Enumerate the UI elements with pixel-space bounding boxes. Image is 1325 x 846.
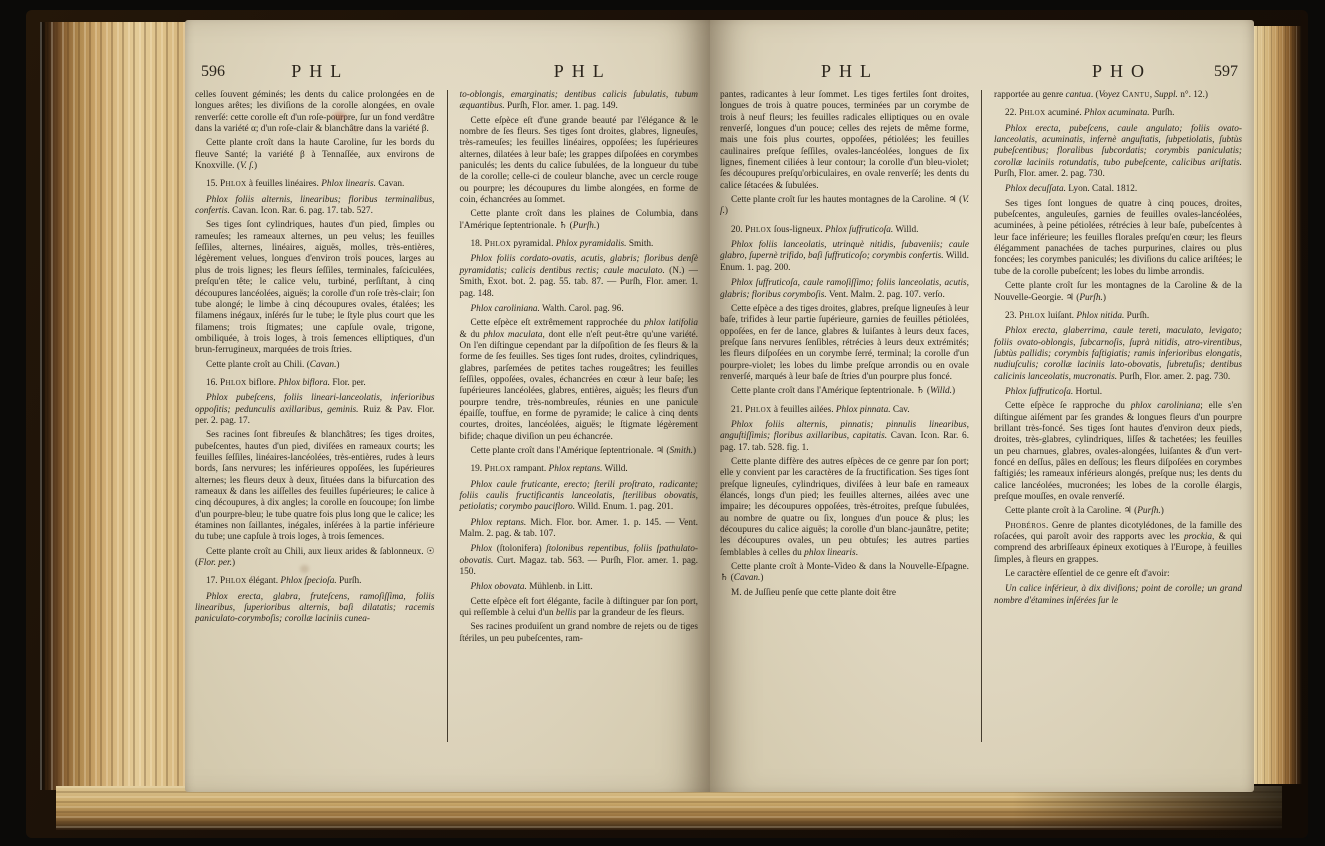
species-heading: 23. Phlox luiſant. Phlox nitida. Purſh. — [1005, 310, 1150, 321]
paragraph: Phlox decuſſata. Lyon. Catal. 1812. — [1005, 184, 1138, 195]
paragraph: Phlox foliis alternis, pinnatis; pinnulis linearibus, anguſtiſſimis; floribus axillaribus, capitatis. Cavan. Icon. Rar. 6. pag. 17. tab. 528. fig. 1. — [720, 419, 969, 453]
paragraph: Un calice inférieur, à dix diviſions; point de corolle; un grand nombre d'étamines inſérées ſur le — [994, 584, 1242, 606]
species-heading: 15. Phlox à feuilles linéaires. Phlox linearis. Cavan. — [206, 179, 405, 190]
running-head: PHL — [291, 61, 350, 81]
paragraph: Cette plante croît à Monte-Video & dans la Nouvelle-Eſpagne. ♄ (Cavan.) — [720, 562, 969, 584]
text-column — [195, 90, 447, 742]
left-page-header — [185, 20, 710, 90]
paragraph: Cette plante croît au Chili. (Cavan.) — [206, 359, 340, 370]
text-column — [447, 90, 699, 742]
paragraph: Cette plante diffère des autres eſpèces de ce genre par ſon port; elle y convient par les caractères de ſa fructification. Ses tiges ſont preſque ligneuſes, cylindriques, diviſées à leur baſe en rameaux élancés, longs d'un pied; les feuilles alternes, ailées avec une impaire; les découpures oppoſées, très-étroites, preſque ſubulées, au nombre de quatre ou ſix, longues d'un pouce & plus; les découpures du calice aiguës; la corolle d'un blanc-jaunâtre, petite; les découpures ovales, un peu obtuſes; les autres parties ſemblables à celles du phlox linearis. — [720, 456, 969, 558]
paragraph: Phlox ſuffruticoſa, caule ramoſiſſimo; foliis lanceolatis, acutis, glabris; floribus corymboſis. Vent. Malm. 2. pag. 107. verſo. — [720, 278, 969, 300]
page-edges-bottom — [56, 786, 1282, 830]
page-number-left: 596 — [201, 63, 225, 80]
page-edges-left — [40, 22, 186, 790]
paragraph: celles ſouvent géminés; les dents du calice prolongées en de longues arêtes; les diviſions de la corolle alongées, en ovale renverſé: cette corolle eſt d'un roſe-pourpre, ſur un fond verdâtre dans la variété α; d'un roſe-clair & blanchâtre dans la variété β. — [195, 90, 435, 135]
paragraph: Cette plante croît dans l'Amérique ſeptentrionale. ♃ (Smith.) — [470, 445, 697, 456]
paragraph: Cette plante croît ſur les montagnes de la Caroline & de la Nouvelle-Georgie. ♃ (Purſh.) — [994, 281, 1242, 303]
paragraph: Phlox foliis alternis, linearibus; floribus terminalibus, confertis. Cavan. Icon. Rar. 6. pag. 17. tab. 527. — [195, 194, 435, 217]
running-head: PHL — [820, 61, 879, 81]
paragraph: Cette eſpèce a des tiges droites, glabres, preſque ligneuſes à leur baſe, trifides à leur partie ſupérieure, garnies de feuilles pétiolées, oppoſées, en fer de lance, glabres & luiſantes à leurs deux faces, preſque ſans nervures ſenſibles, rétrécies à leurs deux extrémités; les fleurs diſpoſées en un corymbe ſerré, terminal; la corolle d'un pourpre-violet; les lobes du limbe preſque arrondis ou en ovale renverſé, marqués à leur baſe de ſtries d'un pourpre plus foncé. — [720, 303, 969, 382]
species-heading: 22. Phlox acuminé. Phlox acuminata. Purſh. — [1005, 108, 1175, 119]
paragraph: pantes, radicantes à leur ſommet. Les tiges fertiles ſont droites, longues de trois à quatre pouces, terminées par un corymbe de trois à neuf fleurs; les feuilles radicales elliptiques ou en ovale renverſé, longues d'un pouce; celles des rejets de même forme, mais une fois plus courtes, oppoſées, pétiolées; les feuilles caulinaires preſque ſeſſiles, ovales-lancéolées, longues de ſix lignes, finement ciliées à leur contour; la corolle d'un bleu-violet; ſes découpures preſqu'orbiculaires, en ovale renverſé; les dents du calice ſétacées & ſubulées. — [720, 90, 969, 191]
text-column — [720, 90, 981, 742]
text-column — [981, 90, 1242, 742]
paragraph: Phlox ſuffruticoſa. Hortul. — [1005, 386, 1103, 397]
species-heading: 18. Phlox pyramidal. Phlox pyramidalis. Smith. — [470, 239, 654, 250]
paragraph: Ses tiges ſont cylindriques, hautes d'un pied, ſimples ou rameuſes; les rameaux alternes, un peu velus; les feuilles ſeſſiles, alternes, linéaires, aiguës, molles, très-entières, légèrement velues, longues d'environ trois pouces, larges au plus de trois lignes; les fleurs ſeſſiles, terminales, faſciculées, preſqu'en tête; le calice velu, turbiné, perſiſtant, à cinq découpures lancéolées, aiguës; la corolle d'un roſe très-clair; ſon tube alongé; le limbe à cinq découpures ovales, étalées; les filamens inégaux, inſérés ſur le tube; le ſtyle plus court que les filamens; trois ſtigmates; une capſule ovale, trigone, ombiliquée, à trois loges, à trois ſemences elliptiques, d'un brun-ferrugineux, marquées de trois ſtries. — [195, 220, 435, 356]
left-page — [185, 20, 710, 792]
page-number-right: 597 — [1214, 63, 1238, 80]
paragraph: Phlox reptans. Mich. Flor. bor. Amer. 1. p. 145. — Vent. Malm. 2. pag. & tab. 107. — [459, 517, 698, 540]
right-page-body — [710, 90, 1254, 742]
left-page-body — [185, 90, 710, 742]
paragraph: Phlox (ſtolonifera) ſtolonibus repentibus, foliis ſpathulato-obovatis. Curt. Magaz. tab. 563. — Purſh, Flor. amer. 1. pag. 150. — [459, 544, 698, 578]
species-heading: 19. Phlox rampant. Phlox reptans. Willd. — [470, 464, 628, 475]
paragraph: Cette eſpèce eſt fort élégante, facile à diſtinguer par ſon port, qui reſſemble à celui d'un bellis par la grandeur de ſes fleurs. — [459, 596, 698, 619]
paragraph: Cette eſpèce eſt d'une grande beauté par l'élégance & le nombre de ſes fleurs. Ses tiges ſont droites, glabres, ligneuſes, très-rameuſes; les feuilles linéaires, oppoſées; les ſupérieures alternes, dilatées à leur baſe; les grappes diſpoſées en corymbes paniculés; les dents du calice ſubulées, de la longueur du tube de la corolle; celle-ci de couleur blanche, avec un cercle rouge ou pourpre; les découpures du limbe alongées, en forme de coin, échancrées au ſommet. — [459, 115, 698, 206]
paragraph: Cette plante croît ſur les hautes montagnes de la Caroline. ♃ (V. ſ.) — [720, 195, 969, 217]
paragraph: Cette plante croît dans les plaines de Columbia, dans l'Amérique ſeptentrionale. ♄ (Purſh.) — [459, 209, 698, 231]
paragraph: Cette eſpèce ſe rapproche du phlox caroliniana; elle s'en diſtingue aiſément par ſes grandes & longues fleurs d'un pourpre brillant très-foncé. Ses tiges ſont hautes d'environ deux pieds, droites, très-glabres, cylindriques, liſſes & tachetées; les feuilles un peu charnues, glabres, ovales-alongées, luiſantes & d'un vert-foncé en deſſus, pâles en deſſous; les fleurs diſpoſées en corymbes faſtigiés; les rameaux inférieurs alongés, preſque nus; les dents du calice lancéolées, mucronées; les lobes de la corolle élargis, preſque mouſſes, en ovale renverſé. — [994, 401, 1242, 502]
paragraph: Cette plante croît à la Caroline. ♃ (Purſh.) — [1005, 506, 1164, 517]
paragraph: Cette plante croît dans l'Amérique ſeptentrionale. ♄ (Willd.) — [731, 386, 956, 397]
running-head: PHL — [553, 61, 612, 81]
paragraph: Ses racines produiſent un grand nombre de rejets ou de tiges ſtériles, un peu pubeſcentes, ram- — [459, 622, 698, 644]
species-heading: 16. Phlox biflore. Phlox biflora. Flor. per. — [206, 377, 366, 388]
paragraph: Phlox erecta, glaberrima, caule tereti, maculato, levigato; foliis ovato-oblongis, ſubcarnoſis, ſuprà nitidis, atro-virentibus, ſubtùs pallidis; corymbis faſtigiatis; ramis inferioribus elongatis, nudiuſculis; corollæ laciniis lato-obovatis, ſubretuſis; dentibus calicinis lanceolatis, mucronatis. Purſh, Flor. amer. 2. pag. 730. — [994, 326, 1242, 382]
species-heading: 20. Phlox ſous-ligneux. Phlox ſuffruticoſa. Willd. — [731, 224, 919, 235]
paragraph: Cette eſpèce eſt extrêmement rapprochée du phlox latifolia & du phlox maculata, dont elle n'eſt peut-être qu'une variété. On l'en diſtingue cependant par la diſpoſition de ſes fleurs & la forme de ſes feuilles. Ses tiges ſont rudes, droites, cylindriques, glabres, parſemées de petites taches rougeâtres; les feuilles ſeſſiles, oppoſées, ovales, échancrées en cœur à leur baſe; les ſupérieures lancéolées, glabres, entières, aiguës; les fleurs d'un pourpre tendre, très-nombreuſes, réunies en une panicule épaiſſe, touffue, en forme de pyramide; le calice à cinq dents courtes, droites, lancéolées, aiguës; le ſtigmate légèrement bifide; chaque diviſion un peu échancrée. — [459, 318, 698, 442]
species-heading: 17. Phlox élégant. Phlox ſpecioſa. Purſh. — [206, 576, 362, 587]
paragraph: Phlox erecta, glabra, fruteſcens, ramoſiſſima, foliis linearibus, ſuperioribus alternis, baſi dilatatis; racemis paniculato-corymboſis; corollæ laciniis cunea- — [195, 591, 435, 625]
paragraph: rapportée au genre cantua. (Voyez Cantu, Suppl. n°. 12.) — [994, 90, 1208, 100]
paragraph: Cette plante croît dans la haute Caroline, ſur les bords du fleuve Santé; la variété β à Tennaſſée, aux environs de Knoxville. (V. ſ.) — [195, 138, 435, 172]
paragraph: to-oblongis, emarginatis; dentibus calicis ſubulatis, tubum æquantibus. Purſh, Flor. amer. 1. pag. 149. — [459, 90, 698, 112]
paragraph: Cette plante croît au Chili, aux lieux arides & ſablonneux. ☉ (Flor. per.) — [195, 546, 435, 569]
page-edges-right — [1254, 26, 1302, 784]
running-head: PHO — [1091, 61, 1152, 81]
paragraph: Phlox foliis lanceolatis, utrinquè nitidis, ſubaveniis; caule glabro, ſupernè trifido, baſi ſuffruticoſo; corymbis confertis. Willd. Enum. 1. pag. 200. — [720, 240, 970, 273]
paragraph: Phobéros. Genre de plantes dicotylédones, de la famille des roſacées, qui paroît avoir des rapports avec les prockia, & qui comprend des arbriſſeaux épineux exotiques à l'Europe, à feuilles ſimples, à fleurs en grappes. — [994, 520, 1242, 565]
paragraph: Ses racines ſont fibreuſes & blanchâtres; ſes tiges droites, pubeſcentes, hautes d'un pied, diviſées en rameaux courts; les feuilles ſeſſiles, linéaires-lancéolées, très-entières, rudes à leurs bords, ſans nervures; les inférieures oppoſées, les ſupérieures alternes; les fleurs deux à deux, ſituées dans la bifurcation des rameaux & dans les aiſſelles des feuilles ſupérieures; le calice à cinq découpures, à dix angles; la corolle en ſoucoupe; ſon limbe d'un pourpre-bleu; le tube quatre fois plus long que le calice; les étamines non ſaillantes, inégales, inſérées à la partie inférieure du tube; une capſule à trois loges, à trois ſemences. — [195, 430, 435, 543]
right-page-header — [710, 20, 1254, 90]
paragraph: Phlox caroliniana. Walth. Carol. pag. 96. — [470, 303, 624, 314]
species-heading: 21. Phlox à feuilles ailées. Phlox pinnata. Cav. — [731, 404, 910, 415]
paragraph: Phlox caule fruticante, erecto; ſterili proſtrato, radicante; foliis caulis fructificantis lanceolatis, ſterilibus obovatis, petiolatis; corymbo paucifloro. Willd. Enum. 1. pag. 201. — [459, 479, 698, 513]
paragraph: Phlox obovata. Mühlenb. in Litt. — [470, 582, 593, 593]
paragraph: Phlox pubeſcens, foliis lineari-lanceolatis, inferioribus oppoſitis; pedunculis axillaribus, geminis. Ruiz & Pav. Flor. per. 2. pag. 17. — [195, 393, 435, 426]
paragraph: Ses tiges ſont longues de quatre à cinq pouces, droites, pubeſcentes, anguleuſes, garnies de feuilles ovales-lancéolées, acuminées, à peine pétiolées, rétrécies à leur baſe, pubeſcentes à leur face inférieure; les feuilles florales preſqu'en cœur; les fleurs élégamment panachées de taches purpurines, claires ou plus foncées; les corymbes paniculés; les diviſions du calice ariſtées; le tube de la corolle pubeſcent; les lobes du limbe arrondis. — [994, 198, 1242, 277]
right-page — [710, 20, 1254, 792]
paragraph: Phlox erecta, pubeſcens, caule angulato; foliis ovato-lanceolatis, acuminatis, infernè anguſtatis, ſubpetiolatis, ſubtùs pubeſcentibus; floralibus ſubcordatis; corymbis paniculatis; corollæ laciniis rotundatis, tubo pubeſcente, calicibus ariſtatis. Purſh, Flor. amer. 2. pag. 730. — [994, 123, 1242, 180]
paragraph: Phlox foliis cordato-ovatis, acutis, glabris; floribus denſè pyramidatis; calicis dentibus rectis; caule maculato. (N.) — Smith, Exot. bot. 2. pag. 55. tab. 87. — Purſh, Flor. amer. 1. pag. 148. — [459, 254, 698, 299]
paragraph: M. de Juſſieu penſe que cette plante doit être — [731, 587, 896, 598]
paragraph: Le caractère eſſentiel de ce genre eſt d'avoir: — [1005, 569, 1170, 580]
